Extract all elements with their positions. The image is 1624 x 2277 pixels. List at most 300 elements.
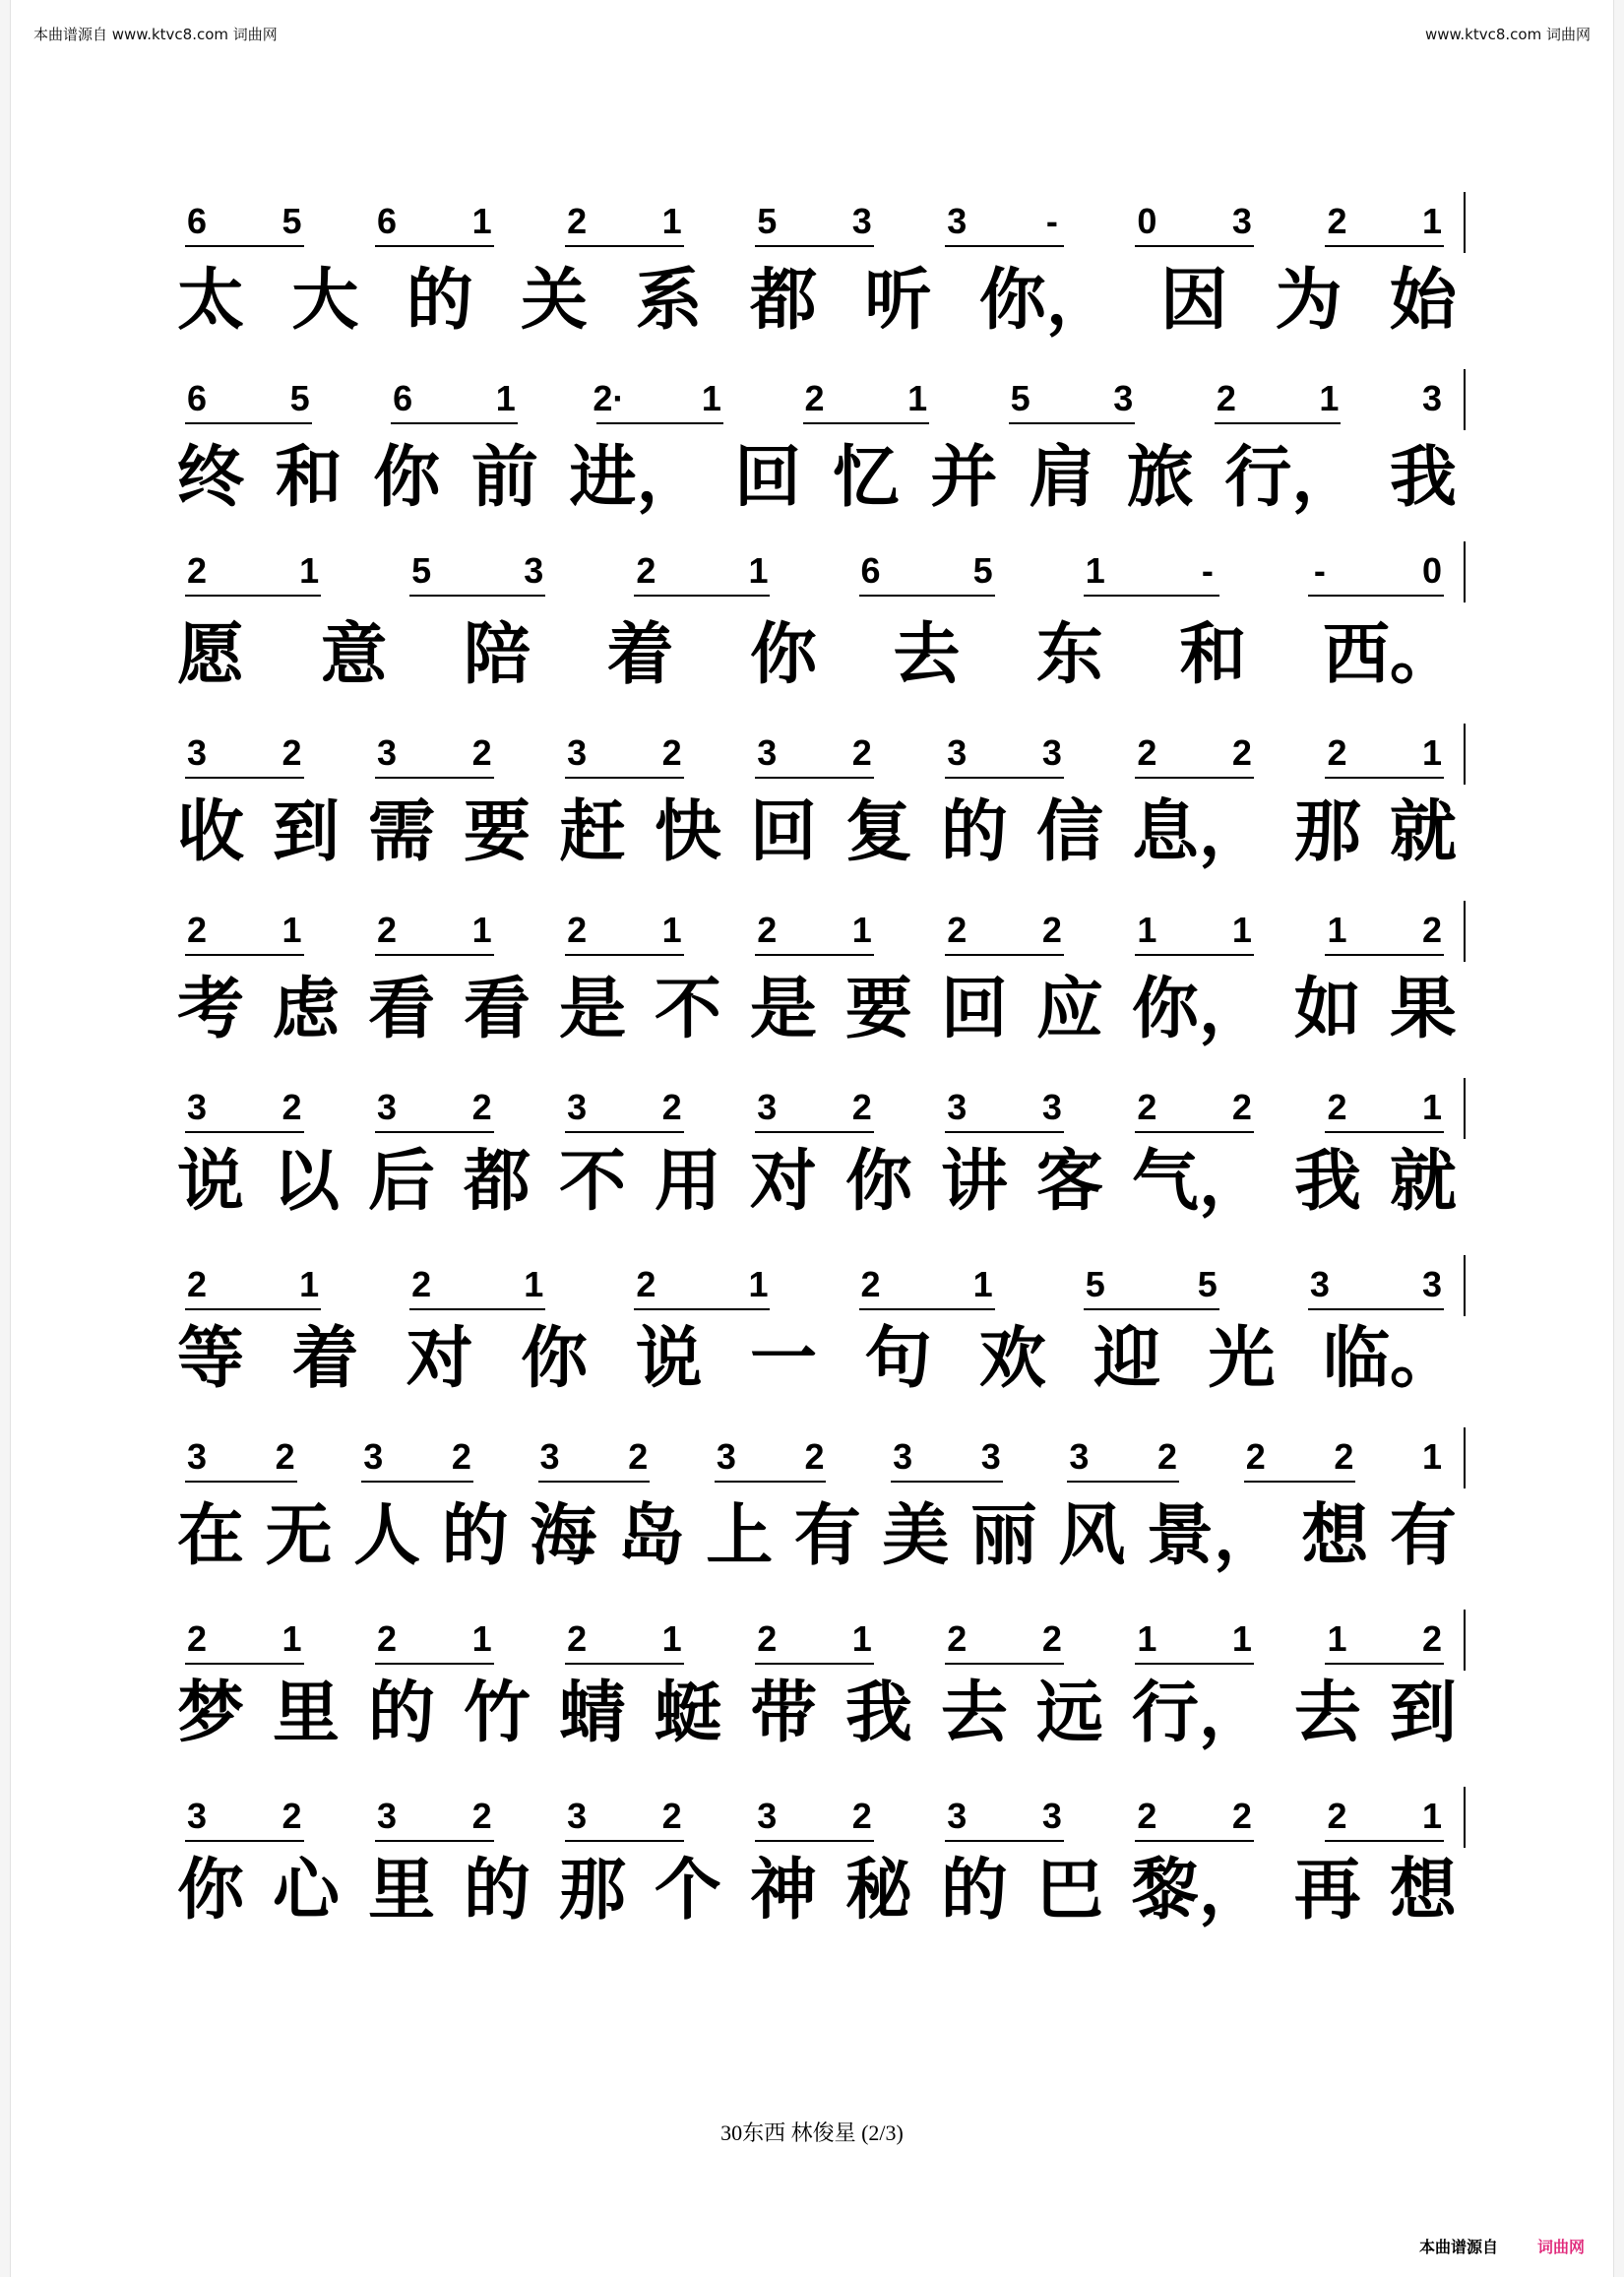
beam-line — [409, 595, 545, 597]
note: 6 — [186, 378, 208, 418]
note: 2 — [860, 1264, 881, 1304]
note: 2 — [851, 1796, 872, 1836]
note: 2 — [636, 550, 656, 591]
note: 2 — [661, 1087, 682, 1127]
lyric-char: 应 — [1035, 970, 1103, 1048]
beam-line — [1135, 777, 1254, 779]
beam-line — [945, 954, 1064, 956]
beam-line — [1009, 422, 1136, 424]
lyric-char: 海 — [530, 1496, 597, 1575]
lyric-line — [177, 1851, 1457, 1929]
note: 2 — [1137, 1796, 1157, 1836]
note: 2 — [377, 1618, 398, 1659]
note: 2 — [851, 732, 872, 773]
barline — [1464, 1787, 1466, 1848]
note: 3 — [539, 1436, 560, 1477]
lyric-char: 去 — [893, 615, 961, 694]
header-source-left: 本曲谱源自 www.ktvc8.com 词曲网 — [33, 26, 278, 43]
note: 5 — [1010, 378, 1031, 418]
lyric-char: 人 — [353, 1496, 421, 1575]
lyric-char: 如 — [1293, 970, 1361, 1048]
note: 2 — [1421, 910, 1443, 950]
header-source-right: www.ktvc8.com 词曲网 — [1424, 26, 1591, 43]
lyric-line — [177, 792, 1457, 871]
beam-line — [565, 245, 684, 247]
note: 5 — [757, 201, 778, 241]
note: 2· — [593, 378, 625, 418]
lyric-char: 着 — [291, 1319, 359, 1398]
lyric-char: 用 — [654, 1142, 721, 1221]
lyric-char: 息， — [1131, 792, 1266, 871]
note: 2 — [1041, 910, 1062, 950]
lyric-char: 有 — [793, 1496, 861, 1575]
lyric-char: 复 — [844, 792, 912, 871]
note: 1 — [471, 1618, 492, 1659]
note: 6 — [377, 201, 398, 241]
beam-line — [409, 1308, 545, 1310]
note: 5 — [1197, 1264, 1218, 1304]
beam-line — [859, 1308, 995, 1310]
beam-line — [755, 1663, 874, 1665]
lyric-char: 在 — [177, 1496, 245, 1575]
note: 1 — [972, 1264, 993, 1304]
beam-line — [1135, 1840, 1254, 1842]
lyric-char: 去 — [940, 1674, 1008, 1752]
note: - — [1045, 201, 1058, 241]
note: 5 — [289, 378, 310, 418]
lyric-char: 想 — [1301, 1496, 1369, 1575]
lyric-char: 并 — [930, 438, 998, 517]
lyric-char: 看 — [463, 970, 531, 1048]
lyric-char: 个 — [654, 1851, 721, 1929]
note: 3 — [567, 1087, 588, 1127]
lyric-char: 要 — [463, 792, 531, 871]
lyric-char: 意 — [320, 615, 388, 694]
note: 2 — [186, 550, 208, 591]
lyric-char: 以 — [272, 1142, 340, 1221]
note: 2 — [411, 1264, 432, 1304]
lyric-char: 都 — [749, 261, 817, 340]
notes-row — [0, 551, 1624, 620]
lyric-char: 对 — [406, 1319, 473, 1398]
lyric-char: 丽 — [969, 1496, 1037, 1575]
beam-line — [185, 1481, 297, 1483]
note: 3 — [1421, 1264, 1443, 1304]
note: 3 — [757, 1796, 778, 1836]
note: 2 — [471, 1087, 492, 1127]
lyric-char: 就 — [1389, 1142, 1457, 1221]
note: 3 — [377, 732, 398, 773]
beam-line — [634, 595, 770, 597]
lyric-char: 的 — [940, 792, 1008, 871]
note: 3 — [567, 1796, 588, 1836]
beam-line — [859, 595, 995, 597]
note: 1 — [471, 910, 492, 950]
lyric-char: 东 — [1035, 615, 1103, 694]
lyric-line — [177, 261, 1457, 340]
beam-line — [361, 1481, 473, 1483]
beam-line — [185, 1840, 304, 1842]
lyric-char: 我 — [1293, 1142, 1361, 1221]
beam-line — [185, 1663, 304, 1665]
beam-line — [1084, 595, 1219, 597]
beam-line — [1084, 1308, 1219, 1310]
lyric-char: 是 — [558, 970, 626, 1048]
note: 6 — [393, 378, 413, 418]
note: 2 — [1216, 378, 1236, 418]
lyric-char: 到 — [1389, 1674, 1457, 1752]
lyric-char: 岛 — [617, 1496, 685, 1575]
barline — [1464, 901, 1466, 962]
lyric-char: 的 — [940, 1851, 1008, 1929]
beam-line — [1308, 1308, 1444, 1310]
beam-line — [1067, 1481, 1179, 1483]
barline — [1464, 1078, 1466, 1139]
lyric-char: 远 — [1035, 1674, 1103, 1752]
lyric-char: 信 — [1035, 792, 1103, 871]
lyric-char: 终 — [177, 438, 245, 517]
lyric-char: 一 — [749, 1319, 817, 1398]
lyric-char: 都 — [463, 1142, 531, 1221]
lyric-char: 的 — [406, 261, 473, 340]
beam-line — [565, 1131, 684, 1133]
barline — [1464, 724, 1466, 785]
beam-line — [1325, 1840, 1444, 1842]
note: 3 — [1113, 378, 1134, 418]
note: 2 — [1137, 1087, 1157, 1127]
lyric-char: 你， — [978, 261, 1113, 340]
beam-line — [565, 1663, 684, 1665]
beam-line — [1215, 422, 1342, 424]
beam-line — [185, 245, 304, 247]
lyric-char: 临。 — [1322, 1319, 1457, 1398]
note: 2 — [947, 910, 968, 950]
beam-line — [634, 1308, 770, 1310]
beam-line — [715, 1481, 827, 1483]
note: 3 — [567, 732, 588, 773]
note: 2 — [1334, 1436, 1354, 1477]
beam-line — [538, 1481, 651, 1483]
note: 3 — [1421, 378, 1443, 418]
note: 1 — [1421, 1087, 1443, 1127]
beam-line — [1135, 1663, 1254, 1665]
note: 1 — [299, 550, 320, 591]
lyric-char: 你 — [844, 1142, 912, 1221]
lyric-char: 回 — [734, 438, 802, 517]
note: 2 — [636, 1264, 656, 1304]
note: 3 — [1041, 1087, 1062, 1127]
note: 2 — [1041, 1618, 1062, 1659]
note: 2 — [186, 910, 208, 950]
lyric-char: 说 — [177, 1142, 245, 1221]
lyric-char: 你 — [521, 1319, 589, 1398]
lyric-char: 大 — [291, 261, 359, 340]
barline — [1464, 1610, 1466, 1671]
lyric-char: 不 — [654, 970, 721, 1048]
note: 2 — [851, 1087, 872, 1127]
note: 3 — [947, 732, 968, 773]
bottom-right-credit — [1419, 2235, 1585, 2257]
lyric-char: 要 — [844, 970, 912, 1048]
beam-line — [375, 245, 494, 247]
lyric-line — [177, 438, 1457, 517]
note: 1 — [661, 1618, 682, 1659]
note: 1 — [748, 550, 769, 591]
note: 1 — [1421, 201, 1443, 241]
note: 2 — [451, 1436, 471, 1477]
lyric-char: 美 — [882, 1496, 950, 1575]
page-footer: 30东西 林俊星 (2/3) — [720, 2120, 904, 2145]
note: 2 — [1157, 1436, 1178, 1477]
beam-line — [1244, 1481, 1356, 1483]
beam-line — [803, 422, 930, 424]
lyric-char: 陪 — [463, 615, 531, 694]
beam-line — [185, 1131, 304, 1133]
lyric-char: 巴 — [1035, 1851, 1103, 1929]
lyric-char: 讲 — [940, 1142, 1008, 1221]
note: 3 — [757, 732, 778, 773]
note: 3 — [980, 1436, 1001, 1477]
lyric-char: 愿 — [177, 615, 245, 694]
lyric-char: 考 — [177, 970, 245, 1048]
lyric-char: 进， — [569, 438, 704, 517]
note: 2 — [281, 1087, 302, 1127]
beam-line — [185, 954, 304, 956]
note: 1 — [1137, 1618, 1157, 1659]
lyric-char: 因 — [1160, 261, 1228, 340]
beam-line — [945, 1131, 1064, 1133]
note: 3 — [947, 1087, 968, 1127]
lyric-char: 对 — [749, 1142, 817, 1221]
note: 5 — [411, 550, 432, 591]
note: 1 — [471, 201, 492, 241]
lyric-char: 想 — [1389, 1851, 1457, 1929]
lyric-char: 心 — [272, 1851, 340, 1929]
lyric-char: 到 — [272, 792, 340, 871]
note: 3 — [716, 1436, 736, 1477]
beam-line — [565, 954, 684, 956]
lyric-char: 里 — [367, 1851, 435, 1929]
lyric-char: 赶 — [558, 792, 626, 871]
lyric-char: 你 — [749, 615, 817, 694]
lyric-char: 旅 — [1126, 438, 1194, 517]
lyric-char: 竹 — [463, 1674, 531, 1752]
note: 1 — [1421, 1796, 1443, 1836]
beam-line — [755, 1131, 874, 1133]
note: 1 — [1327, 910, 1347, 950]
note: 2 — [275, 1436, 295, 1477]
beam-line — [185, 1308, 321, 1310]
lyric-char: 和 — [275, 438, 343, 517]
note: 1 — [1319, 378, 1340, 418]
lyric-char: 蜓 — [654, 1674, 721, 1752]
lyric-char: 气， — [1131, 1142, 1266, 1221]
note: 1 — [281, 910, 302, 950]
lyric-char: 关 — [521, 261, 589, 340]
beam-line — [755, 954, 874, 956]
note: 2 — [1231, 1087, 1252, 1127]
beam-line — [1135, 1131, 1254, 1133]
beam-line — [755, 1840, 874, 1842]
lyric-char: 去 — [1293, 1674, 1361, 1752]
lyric-char: 就 — [1389, 792, 1457, 871]
note: 1 — [661, 201, 682, 241]
note: 3 — [947, 1796, 968, 1836]
lyric-char: 听 — [864, 261, 932, 340]
lyric-char: 需 — [367, 792, 435, 871]
note: 6 — [186, 201, 208, 241]
note: 1 — [851, 1618, 872, 1659]
note: 2 — [567, 201, 588, 241]
note: 1 — [851, 910, 872, 950]
beam-line — [375, 1840, 494, 1842]
lyric-line — [177, 1142, 1457, 1221]
beam-line — [1325, 1131, 1444, 1133]
note: 2 — [567, 910, 588, 950]
note: 2 — [947, 1618, 968, 1659]
note: 1 — [1231, 910, 1252, 950]
lyric-char: 客 — [1035, 1142, 1103, 1221]
note: 2 — [186, 1618, 208, 1659]
lyric-char: 虑 — [272, 970, 340, 1048]
note: 1 — [1421, 1436, 1443, 1477]
lyric-char: 西。 — [1322, 615, 1457, 694]
note: 2 — [1231, 1796, 1252, 1836]
lyric-char: 再 — [1293, 1851, 1361, 1929]
lyric-line — [177, 615, 1457, 694]
lyric-char: 的 — [367, 1674, 435, 1752]
lyric-char: 带 — [749, 1674, 817, 1752]
beam-line — [1325, 954, 1444, 956]
lyric-char: 那 — [558, 1851, 626, 1929]
note: 3 — [1041, 732, 1062, 773]
note: 1 — [907, 378, 928, 418]
note: 3 — [1231, 201, 1252, 241]
note: 2 — [471, 732, 492, 773]
note: 1 — [748, 1264, 769, 1304]
lyric-char: 神 — [749, 1851, 817, 1929]
note: 1 — [524, 1264, 544, 1304]
note: 5 — [1085, 1264, 1105, 1304]
note: 1 — [1137, 910, 1157, 950]
lyric-char: 的 — [463, 1851, 531, 1929]
credit-text: 本曲谱源自 — [1418, 2238, 1498, 2256]
note: 2 — [628, 1436, 649, 1477]
beam-line — [891, 1481, 1003, 1483]
lyric-char: 我 — [844, 1674, 912, 1752]
lyric-char: 忆 — [832, 438, 900, 517]
note: 3 — [757, 1087, 778, 1127]
lyric-char: 着 — [606, 615, 674, 694]
barline — [1464, 1255, 1466, 1316]
beam-line — [945, 777, 1064, 779]
beam-line — [1135, 245, 1254, 247]
note: 3 — [377, 1796, 398, 1836]
note: 0 — [1421, 550, 1443, 591]
lyric-char: 快 — [654, 792, 721, 871]
lyric-char: 为 — [1275, 261, 1343, 340]
lyric-char: 里 — [272, 1674, 340, 1752]
lyric-char: 光 — [1208, 1319, 1276, 1398]
beam-line — [375, 1663, 494, 1665]
note: 2 — [1245, 1436, 1266, 1477]
beam-line — [1308, 595, 1444, 597]
lyric-char: 你， — [1131, 970, 1266, 1048]
credit-site: 词曲网 — [1536, 2238, 1585, 2256]
note: 3 — [1041, 1796, 1062, 1836]
note: 2 — [471, 1796, 492, 1836]
beam-line — [375, 954, 494, 956]
note: 2 — [1137, 732, 1157, 773]
note: 3 — [186, 1796, 208, 1836]
note: 3 — [377, 1087, 398, 1127]
lyric-char: 始 — [1389, 261, 1457, 340]
lyric-char: 回 — [940, 970, 1008, 1048]
note: 1 — [281, 1618, 302, 1659]
note: 5 — [972, 550, 993, 591]
lyric-char: 我 — [1389, 438, 1457, 517]
lyric-char: 行， — [1224, 438, 1359, 517]
note: 2 — [377, 910, 398, 950]
lyric-char: 是 — [749, 970, 817, 1048]
lyric-char: 前 — [470, 438, 538, 517]
lyric-char: 黎， — [1131, 1851, 1266, 1929]
barline — [1464, 192, 1466, 253]
barline — [1464, 541, 1466, 602]
lyric-char: 说 — [635, 1319, 703, 1398]
lyric-char: 蜻 — [558, 1674, 626, 1752]
lyric-char: 你 — [373, 438, 441, 517]
note: 1 — [661, 910, 682, 950]
note: 1 — [299, 1264, 320, 1304]
note: 3 — [893, 1436, 913, 1477]
lyric-char: 行， — [1131, 1674, 1266, 1752]
note: 1 — [495, 378, 516, 418]
note: 2 — [804, 1436, 825, 1477]
lyric-char: 和 — [1179, 615, 1247, 694]
lyric-char: 肩 — [1029, 438, 1096, 517]
beam-line — [391, 422, 518, 424]
beam-line — [1325, 1663, 1444, 1665]
note: 2 — [1327, 201, 1347, 241]
lyric-char: 你 — [177, 1851, 245, 1929]
barline — [1464, 1427, 1466, 1488]
note: 1 — [701, 378, 721, 418]
note: 2 — [1327, 732, 1347, 773]
note: 2 — [661, 732, 682, 773]
note: 3 — [186, 732, 208, 773]
lyric-char: 太 — [177, 261, 245, 340]
note: 2 — [1327, 1087, 1347, 1127]
note: 1 — [1327, 1618, 1347, 1659]
beam-line — [755, 245, 874, 247]
beam-line — [1325, 777, 1444, 779]
note: 2 — [1231, 732, 1252, 773]
beam-line — [1135, 954, 1254, 956]
note: - — [1313, 550, 1326, 591]
note: 2 — [1421, 1618, 1443, 1659]
note: 3 — [851, 201, 872, 241]
beam-line — [185, 777, 304, 779]
lyric-char: 梦 — [177, 1674, 245, 1752]
lyric-char: 风 — [1058, 1496, 1126, 1575]
note: 5 — [281, 201, 302, 241]
beam-line — [185, 595, 321, 597]
beam-line — [565, 777, 684, 779]
note: 2 — [661, 1796, 682, 1836]
lyric-char: 回 — [749, 792, 817, 871]
note: 3 — [1309, 1264, 1330, 1304]
